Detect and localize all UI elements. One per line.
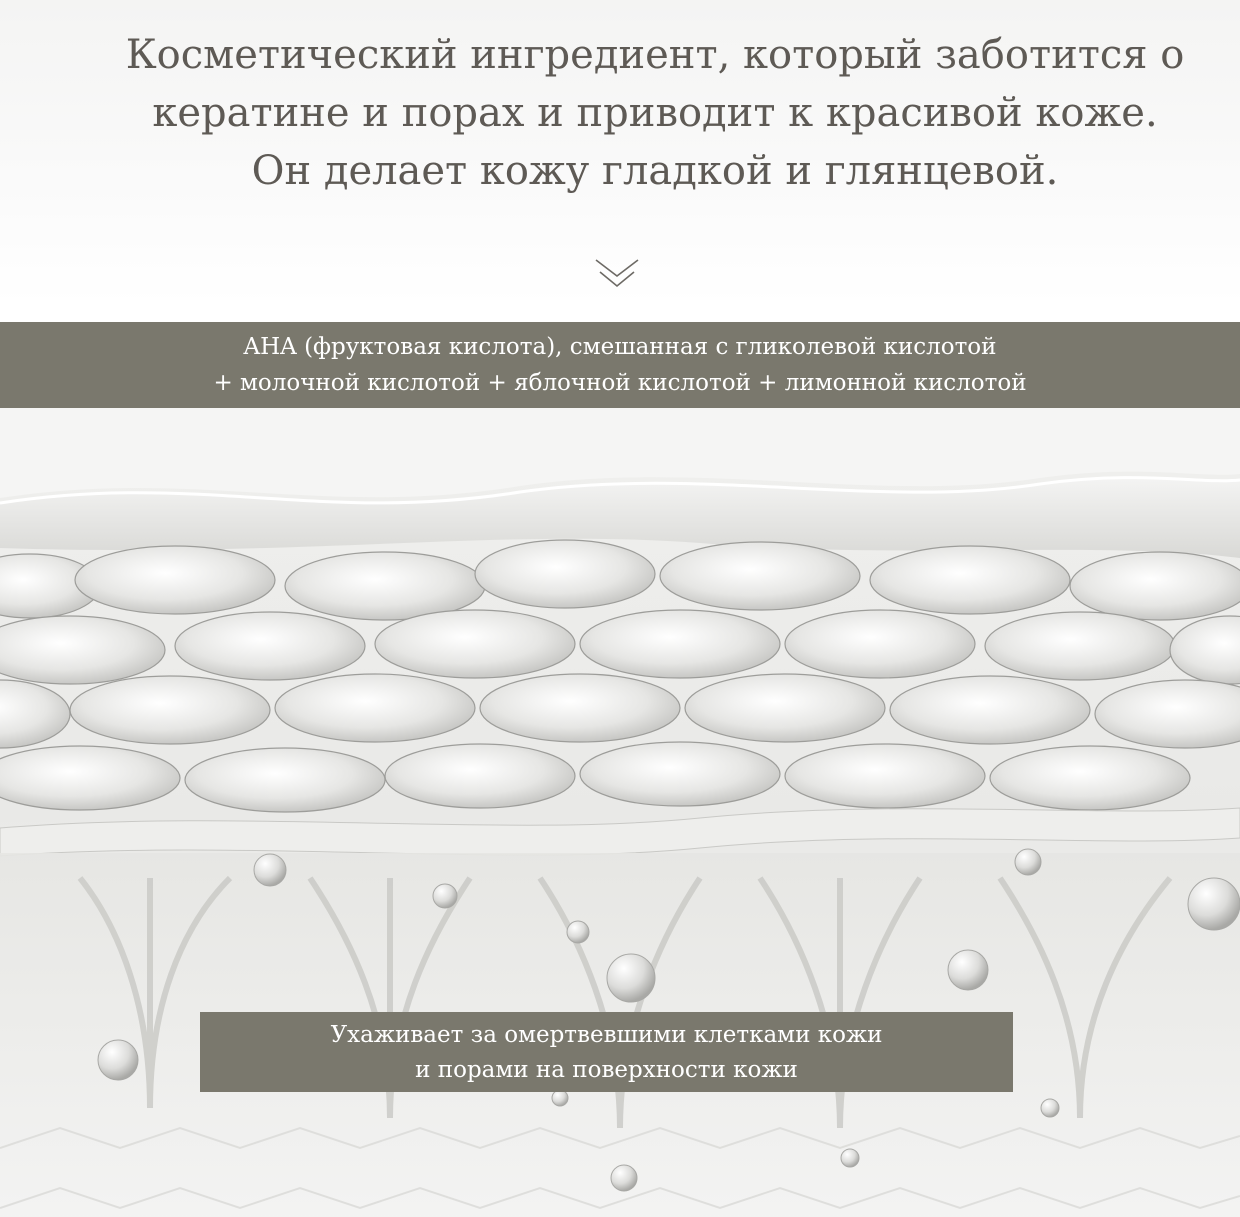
skin-care-banner	[200, 1012, 1013, 1092]
skin-care-banner-line-2: и порами на поверхности кожи	[415, 1057, 798, 1083]
aha-banner-line-2: + молочной кислотой + яблочной кислотой + лимонной кислотой	[213, 370, 1027, 396]
headline-line-3: Он делает кожу гладкой и глянцевой.	[251, 148, 1059, 194]
skin-cells-illustration	[0, 408, 1240, 1217]
double-chevron-down-icon	[594, 256, 640, 292]
aha-banner-line-1: AHA (фруктовая кислота), смешанная с гликолевой кислотой	[243, 334, 997, 360]
headline-line-2: кератине и порах и приводит к красивой коже.	[152, 90, 1158, 136]
aha-ingredients-banner	[0, 322, 1240, 408]
headline	[60, 26, 1240, 200]
skin-care-banner-line-1: Ухаживает за омертвевшими клетками кожи	[330, 1022, 883, 1048]
headline-line-1: Косметический ингредиент, который заботится о	[125, 32, 1185, 78]
heading-section	[0, 0, 1240, 305]
